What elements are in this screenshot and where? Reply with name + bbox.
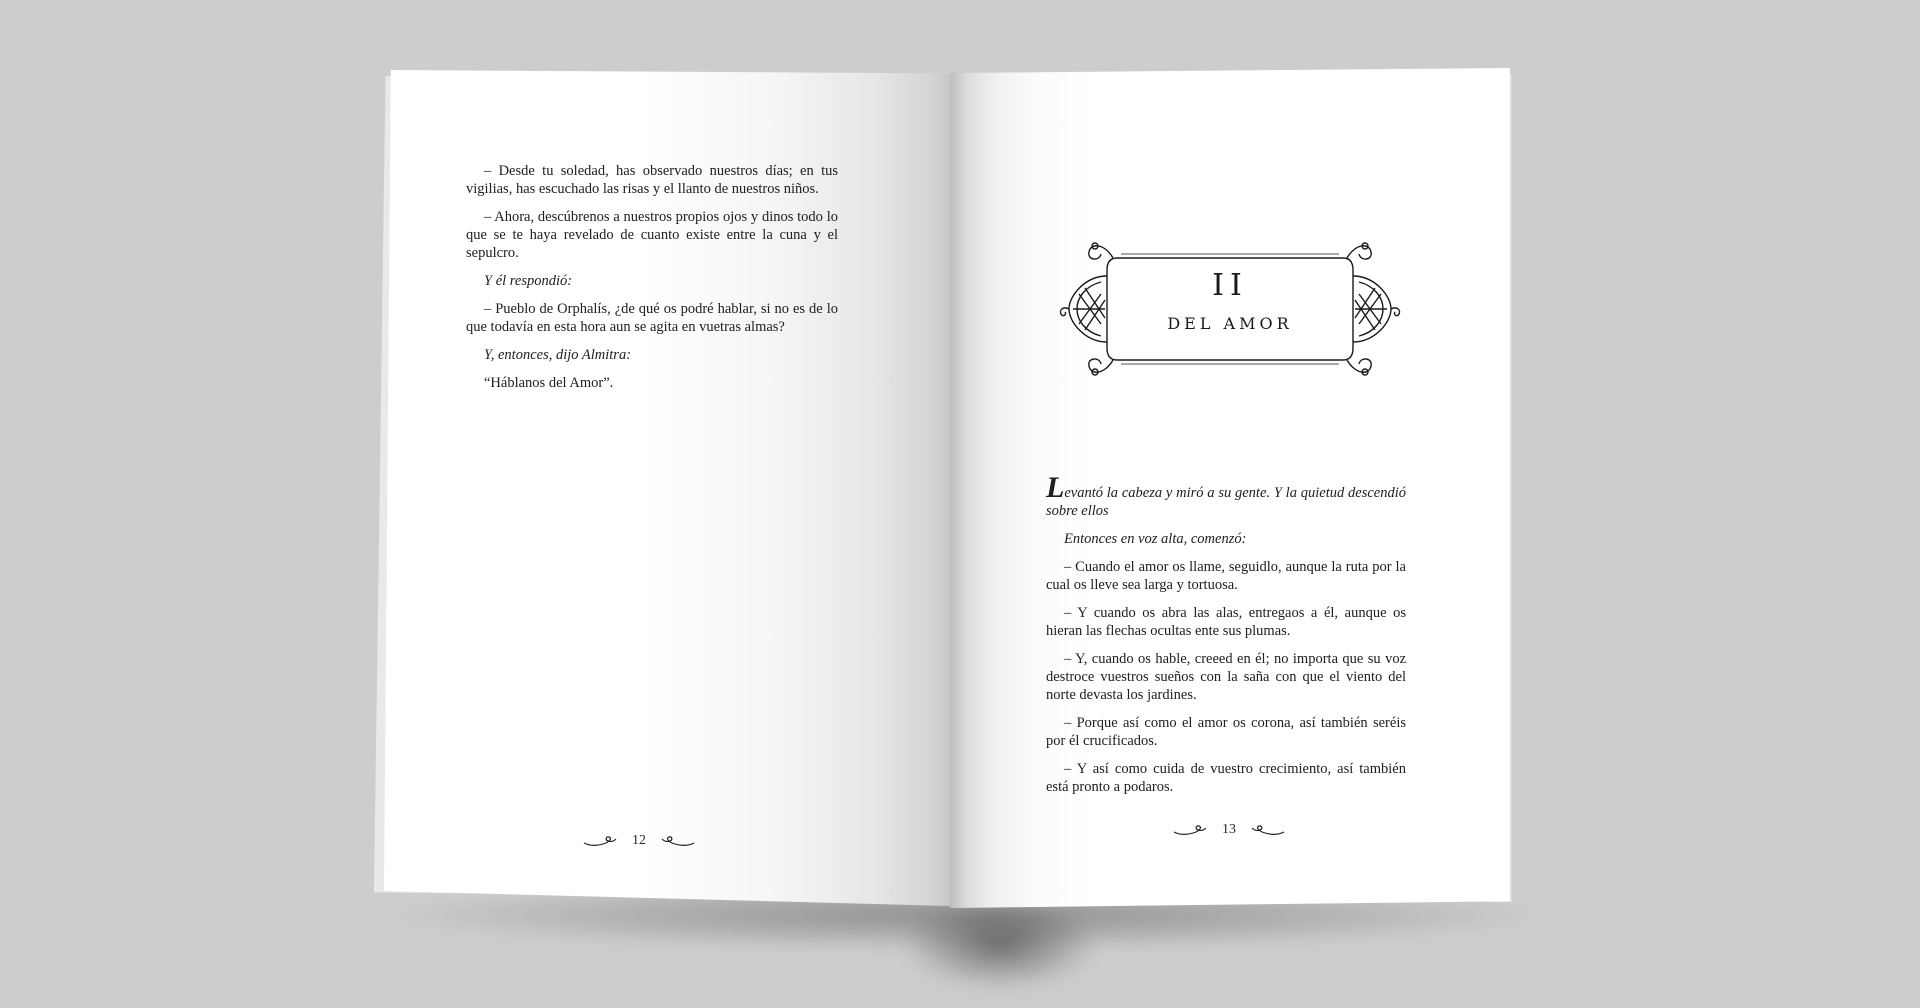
lead-paragraph bbox=[1046, 471, 1406, 520]
calligraphic-frame-icon bbox=[1055, 236, 1405, 382]
left-page-text bbox=[466, 162, 838, 402]
swirl-ornament-icon bbox=[660, 834, 696, 848]
paragraph: – Y cuando os abra las alas, entregaos a él, aunque os hieran las flechas ocultas ente sus plumas. bbox=[1046, 605, 1406, 639]
paragraph-italic: Y, entonces, dijo Almitra: bbox=[484, 347, 632, 363]
paragraph: “Háblanos del Amor”. bbox=[484, 375, 614, 391]
left-page-number bbox=[582, 833, 696, 849]
paragraph: – Y así como cuida de vuestro crecimiento, así también está pronto a podaros. bbox=[1046, 761, 1406, 795]
page-number: 13 bbox=[1222, 822, 1236, 837]
chapter-title: DEL AMOR bbox=[1167, 314, 1293, 333]
paragraph-italic: Y él respondió: bbox=[484, 273, 573, 289]
lead-text: evantó la cabeza y miró a su gente. Y la quietud descendió sobre ellos bbox=[1046, 485, 1406, 519]
swirl-ornament-icon bbox=[1172, 823, 1208, 837]
chapter-number: II bbox=[1212, 268, 1248, 303]
paragraph: – Pueblo de Orphalís, ¿de qué os podré hablar, si no es de lo que todavía en esta hora aun se agita en vuetras almas? bbox=[466, 301, 838, 335]
chapter-heading bbox=[1055, 236, 1405, 382]
paragraph: – Y, cuando os hable, creeed en él; no importa que su voz destroce vuestros sueños con la saña con que el viento del norte devasta los jardines. bbox=[1046, 651, 1406, 703]
page-number: 12 bbox=[632, 833, 646, 848]
right-page-text bbox=[1046, 471, 1406, 806]
paragraph-italic: Entonces en voz alta, comenzó: bbox=[1064, 531, 1247, 547]
right-page-number bbox=[1172, 822, 1286, 838]
paragraph: – Ahora, descúbrenos a nuestros propios ojos y dinos todo lo que se te haya revelado de cuanto existe entre la cuna y el sepulcro. bbox=[466, 209, 838, 261]
spine-shadow bbox=[900, 900, 1100, 990]
swirl-ornament-icon bbox=[582, 834, 618, 848]
swirl-ornament-icon bbox=[1250, 823, 1286, 837]
paragraph: – Cuando el amor os llame, seguidlo, aunque la ruta por la cual os lleve sea larga y tortuosa. bbox=[1046, 559, 1406, 593]
paragraph: – Desde tu soledad, has observado nuestros días; en tus vigilias, has escuchado las risas y el llanto de nuestros niños. bbox=[466, 163, 838, 197]
drop-cap: L bbox=[1046, 471, 1065, 504]
paragraph: – Porque así como el amor os corona, así también seréis por él crucificados. bbox=[1046, 715, 1406, 749]
